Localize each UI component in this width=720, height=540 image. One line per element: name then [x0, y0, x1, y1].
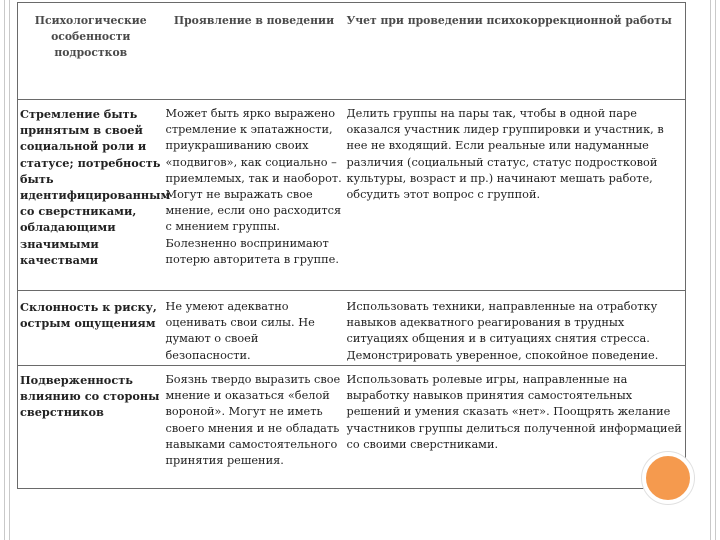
table-header-row	[18, 3, 686, 100]
header-features: Психологические особенности подростков	[18, 3, 164, 100]
table-row	[18, 366, 686, 489]
header-behavior: Проявление в поведении	[164, 3, 345, 100]
correction-cell: Использовать ролевые игры, направленные на выработку навыков принятия самостоятельных решений и умения сказать «нет». Поощрять желание участников группы делиться полученной информацией со своими сверстниками.	[345, 366, 686, 489]
feature-cell: Стремление быть принятым в своей социальной роли и статусе; потребность быть идентифицированным со сверстниками, обладающими значимыми качествами	[18, 100, 164, 291]
decorative-orange-circle	[642, 452, 694, 504]
behavior-cell: Может быть ярко выражено стремление к эпатажности, приукрашиванию своих «подвигов», как социально – приемлемых, так и наоборот. Могут не выражать свое мнение, если оно расходится с мнением группы. Болезненно воспринимают потерю авторитета в группе.	[164, 100, 345, 291]
behavior-cell: Не умеют адекватно оценивать свои силы. Не думают о своей безопасности.	[164, 291, 345, 366]
correction-cell: Делить группы на пары так, чтобы в одной паре оказался участник лидер группировки и участник, в нее не входящий. Если реальные или надуманные различия (социальный статус, статус подростковой культуры, возраст и пр.) начинают мешать работе, обсудить этот вопрос с группой.	[345, 100, 686, 291]
feature-cell: Подверженность влиянию со стороны сверстников	[18, 366, 164, 489]
slide-frame-left	[4, 0, 10, 540]
behavior-cell: Боязнь твердо выразить свое мнение и оказаться «белой вороной». Могут не иметь своего мнения и не обладать навыками самостоятельного принятия решения.	[164, 366, 345, 489]
header-correction: Учет при проведении психокоррекционной работы	[345, 3, 686, 100]
psychology-table	[17, 2, 686, 489]
table-row	[18, 291, 686, 366]
correction-cell: Использовать техники, направленные на отработку навыков адекватного реагирования в трудных ситуациях общения и в ситуациях снятия стресса. Демонстрировать уверенное, спокойное поведение.	[345, 291, 686, 366]
table-row	[18, 100, 686, 291]
feature-cell: Склонность к риску, острым ощущениям	[18, 291, 164, 366]
slide-frame-right	[710, 0, 716, 540]
